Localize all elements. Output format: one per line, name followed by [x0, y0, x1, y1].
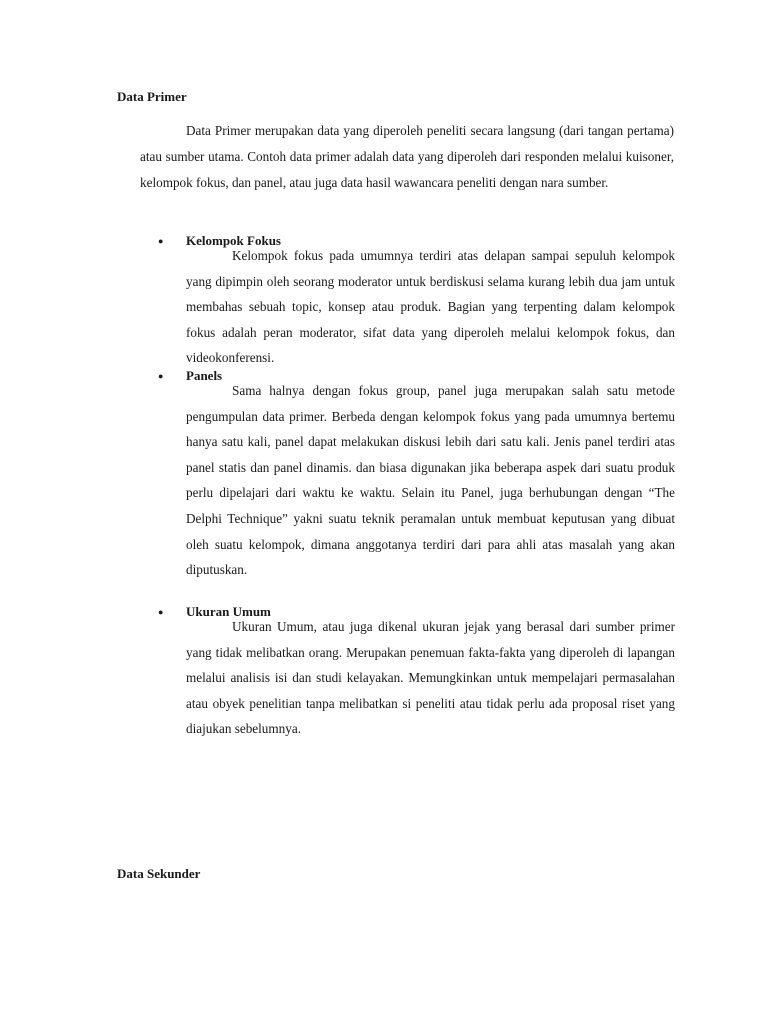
- list-item-panels: [158, 368, 675, 589]
- heading-data-primer: Data Primer: [117, 89, 187, 104]
- bullet-icon: ●: [158, 607, 164, 617]
- bullet-icon: ●: [158, 236, 164, 246]
- list-item-ukuran-umum: [158, 604, 675, 748]
- heading-data-sekunder: Data Sekunder: [117, 866, 201, 881]
- item-text: Ukuran Umum, atau juga dikenal ukuran jejak yang berasal dari sumber primer yang tidak melibatkan orang. Merupakan penemuan fakta-fakta yang diperoleh di lapangan melalui analisis isi dan studi kelayakan. Memungkinkan untuk mempelajari permasalahan atau obyek penelitian tanpa melibatkan si peneliti atau tidak perlu ada proposal riset yang diajukan sebelumnya.: [186, 619, 675, 737]
- list-item-kelompok-fokus: [158, 233, 675, 377]
- bullet-icon: ●: [158, 371, 164, 381]
- item-text: Kelompok fokus pada umumnya terdiri atas delapan sampai sepuluh kelompok yang dipimpin oleh seorang moderator untuk berdiskusi selama kurang lebih dua jam untuk membahas sebuah topic, konsep atau produk. Bagian yang terpenting dalam kelompok fokus adalah peran moderator, sifat data yang diperoleh melalui kelompok fokus, dan videokonferensi.: [186, 248, 675, 366]
- item-title: Ukuran Umum: [186, 604, 271, 619]
- item-title: Kelompok Fokus: [186, 233, 281, 248]
- intro-paragraph: Data Primer merupakan data yang diperoleh peneliti secara langsung (dari tangan pertama) atau sumber utama. Contoh data primer adalah data yang diperoleh dari responden melalui kuisoner, kelompok fokus, dan panel, atau juga data hasil wawancara peneliti dengan nara sumber.: [140, 123, 674, 190]
- item-title: Panels: [186, 368, 223, 383]
- item-text: Sama halnya dengan fokus group, panel juga merupakan salah satu metode pengumpulan data primer. Berbeda dengan kelompok fokus yang pada umumnya bertemu hanya satu kali, panel dapat melakukan diskusi lebih dari satu kali. Jenis panel terdiri atas panel statis dan panel dinamis. dan biasa digunakan jika beberapa aspek dari suatu produk perlu dipelajari dari waktu ke waktu. Selain itu Panel, juga berhubungan dengan “The Delphi Technique” yakni suatu teknik peramalan untuk membuat keputusan yang dibuat oleh suatu kelompok, dimana anggotanya terdiri dari para ahli atas masalah yang akan diputuskan.: [186, 383, 675, 578]
